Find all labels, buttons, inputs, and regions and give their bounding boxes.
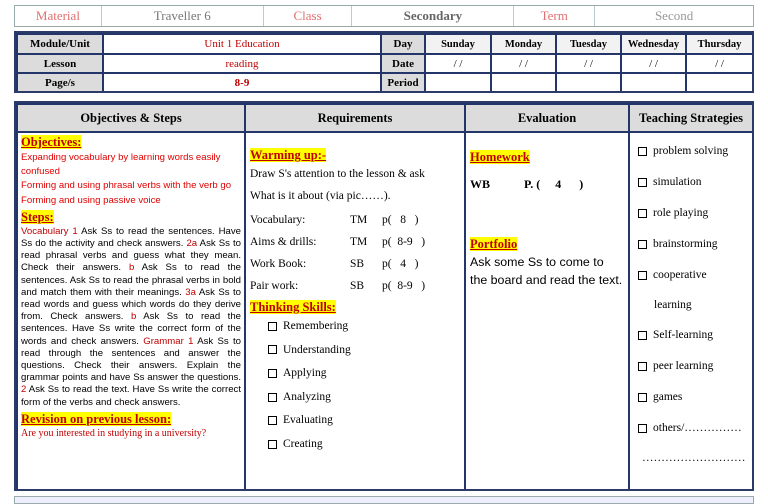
term-value: Second — [654, 8, 694, 23]
material-value: Traveller 6 — [102, 6, 264, 26]
objective-item: Expanding vocabulary by learning words easily confused — [21, 152, 221, 178]
checkbox-icon[interactable] — [268, 369, 277, 378]
period-wednesday[interactable] — [622, 74, 685, 91]
date-label: Date — [382, 55, 424, 72]
objective-item: Forming and using phrasal verbs with the verb go — [21, 180, 232, 192]
checkbox-icon[interactable] — [268, 440, 277, 449]
period-monday[interactable] — [492, 74, 555, 91]
strategy-problem-solving[interactable]: problem solving — [638, 136, 752, 167]
pages-label: Page/s — [18, 74, 102, 91]
objective-item: Forming and using passive voice — [21, 194, 161, 206]
steps-heading: Steps: — [21, 209, 54, 224]
date-tuesday[interactable]: / / — [557, 55, 620, 72]
date-wednesday[interactable]: / / — [622, 55, 685, 72]
warming-line: What is it about (via pic……). — [250, 190, 391, 202]
period-thursday[interactable] — [687, 74, 752, 91]
strategy-role-playing[interactable]: role playing — [638, 198, 752, 229]
pages-value: 8-9 — [104, 74, 380, 91]
strategy-self-learning[interactable]: Self-learning — [638, 320, 752, 351]
requirement-row: Vocabulary: TM p( 8 ) — [250, 214, 419, 226]
module-value: Unit 1 Education — [104, 35, 380, 53]
revision-text: Are you interested in studying in a university? — [21, 427, 207, 439]
checkbox-icon[interactable] — [638, 240, 647, 249]
strategies-column-header: Teaching Strategies — [630, 105, 752, 131]
strategy-others-line: ……………………… — [642, 452, 746, 464]
date-monday[interactable]: / / — [492, 55, 555, 72]
checkbox-icon[interactable] — [638, 362, 647, 371]
portfolio-text: Ask some Ss to come to the board and read the text. — [470, 255, 623, 287]
class-value: Secondary — [352, 6, 514, 26]
checkbox-icon[interactable] — [638, 178, 647, 187]
evaluation-column-header: Evaluation — [466, 105, 628, 131]
day-tuesday: Tuesday — [557, 35, 620, 53]
checkbox-icon[interactable] — [638, 393, 647, 402]
date-thursday[interactable]: / / — [687, 55, 752, 72]
portfolio-heading: Portfolio — [470, 237, 518, 251]
top-info-strip — [14, 5, 754, 27]
warming-line: Draw S's attention to the lesson & ask — [250, 168, 425, 180]
thinking-skills-heading: Thinking Skills: — [250, 300, 336, 314]
objectives-column — [18, 133, 244, 489]
lesson-plan-table — [14, 101, 754, 491]
checkbox-icon[interactable] — [268, 416, 277, 425]
module-label: Module/Unit — [18, 35, 102, 53]
requirements-column — [246, 133, 464, 489]
skill-creating[interactable]: Creating — [268, 433, 460, 457]
checkbox-icon[interactable] — [268, 393, 277, 402]
day-wednesday: Wednesday — [622, 35, 685, 53]
checkbox-icon[interactable] — [638, 271, 647, 280]
date-sunday[interactable]: / / — [426, 55, 490, 72]
evaluation-column — [466, 133, 628, 489]
requirements-column-header: Requirements — [246, 105, 464, 131]
day-label: Day — [382, 35, 424, 53]
checkbox-icon[interactable] — [268, 345, 277, 354]
lesson-header-table — [14, 31, 754, 93]
day-sunday: Sunday — [426, 35, 490, 53]
skill-analyzing[interactable]: Analyzing — [268, 386, 460, 410]
day-monday: Monday — [492, 35, 555, 53]
strategy-brainstorming[interactable]: brainstorming — [638, 229, 752, 260]
checkbox-icon[interactable] — [638, 147, 647, 156]
steps-text: Vocabulary 1 Ask Ss to read the sentences. Have Ss do the activity and check answers. 2a Ask Ss to read phrasal verbs and guess what they mean. Check their answers. b Ask Ss to read the sentences. Ask Ss to read the phrasal verbs in bold and match them with their meanings. 3a Ask Ss to read words and guess which words do they derive from. Check answers. b Ask Ss to read the sentences. Have Ss write the correct form of the words and check answers. Grammar 1 Ask Ss to read through the sentences and answer the questions. Check their answers. Explain the grammar points and have Ss answer the questions. 2 Ask Ss to read the text. Have Ss write the correct form of the verbs and check answers. — [21, 225, 242, 408]
lesson-value: reading — [104, 55, 380, 72]
objectives-column-header: Objectives & Steps — [18, 105, 244, 131]
strategy-simulation[interactable]: simulation — [638, 167, 752, 198]
homework-heading: Homework — [470, 150, 530, 164]
day-thursday: Thursday — [687, 35, 752, 53]
checkbox-icon[interactable] — [638, 424, 647, 433]
lesson-label: Lesson — [18, 55, 102, 72]
strategies-column — [630, 133, 752, 489]
requirement-row: Aims & drills: TM p( 8-9 ) — [250, 236, 426, 248]
requirement-row: Pair work: SB p( 8-9 ) — [250, 280, 426, 292]
period-label: Period — [382, 74, 424, 91]
next-table-edge — [14, 496, 754, 504]
period-tuesday[interactable] — [557, 74, 620, 91]
strategy-others[interactable]: others/…………… — [638, 413, 752, 444]
skill-understanding[interactable]: Understanding — [268, 339, 460, 363]
checkbox-icon[interactable] — [638, 331, 647, 340]
strategy-games[interactable]: games — [638, 382, 752, 413]
material-label: Material — [15, 6, 102, 26]
class-label: Class — [264, 6, 353, 26]
strategy-cooperative-cont: learning — [654, 299, 692, 311]
strategy-cooperative[interactable]: cooperative — [638, 260, 752, 290]
warming-heading: Warming up:- — [250, 148, 327, 162]
requirement-row: Work Book: SB p( 4 ) — [250, 258, 419, 270]
period-sunday[interactable] — [426, 74, 490, 91]
term-label: Term — [514, 6, 595, 26]
objectives-heading: Objectives: — [21, 135, 82, 149]
checkbox-icon[interactable] — [638, 209, 647, 218]
skill-applying[interactable]: Applying — [268, 362, 460, 386]
checkbox-icon[interactable] — [268, 322, 277, 331]
skill-remembering[interactable]: Remembering — [268, 315, 460, 339]
workbook-line: WB P. ( 4 ) — [470, 177, 584, 191]
skill-evaluating[interactable]: Evaluating — [268, 409, 460, 433]
strategy-peer-learning[interactable]: peer learning — [638, 351, 752, 382]
revision-heading: Revision on previous lesson: — [21, 411, 172, 426]
